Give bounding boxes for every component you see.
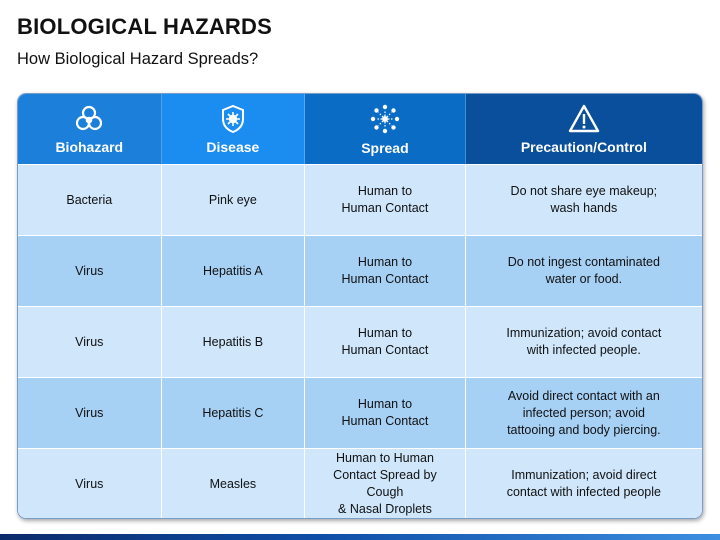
cell-biohazard: Virus: [18, 307, 162, 377]
cell-precaution: Do not ingest contaminated water or food.: [466, 236, 702, 306]
cell-precaution: Immunization; avoid contact with infected people.: [466, 307, 702, 377]
cell-spread: Human to Human Contact: [305, 236, 466, 306]
cell-precaution: Immunization; avoid direct contact with infected people: [466, 449, 702, 519]
header-precaution: [466, 94, 702, 164]
header-precaution-label: Precaution/Control: [520, 138, 647, 155]
warning-icon: [568, 104, 600, 134]
cell-biohazard: Virus: [18, 378, 162, 448]
page-subtitle: How Biological Hazard Spreads?: [17, 50, 259, 68]
table-row: [18, 164, 702, 235]
table-row: [18, 306, 702, 377]
cell-precaution: Do not share eye makeup; wash hands: [466, 165, 702, 235]
spread-icon: [369, 103, 401, 135]
cell-spread: Human to Human Contact: [305, 378, 466, 448]
virus-shield-icon: [220, 104, 246, 134]
cell-biohazard: Virus: [18, 449, 162, 519]
header-spread-label: Spread: [361, 139, 409, 156]
header-disease-label: Disease: [206, 138, 260, 155]
table-row: [18, 448, 702, 519]
cell-disease: Hepatitis C: [162, 378, 306, 448]
cell-disease: Hepatitis A: [162, 236, 306, 306]
cell-spread: Human to Human Contact Spread by Cough & Nasal Droplets: [305, 449, 466, 519]
header-biohazard: [18, 94, 162, 164]
header-disease: [162, 94, 306, 164]
cell-disease: Hepatitis B: [162, 307, 306, 377]
cell-spread: Human to Human Contact: [305, 307, 466, 377]
table-row: [18, 235, 702, 306]
table-row: [18, 377, 702, 448]
bottom-accent-bar: [0, 534, 720, 540]
hazard-table: [17, 93, 703, 519]
cell-biohazard: Bacteria: [18, 165, 162, 235]
cell-precaution: Avoid direct contact with an infected person; avoid tattooing and body piercing.: [466, 378, 702, 448]
biohazard-icon: [74, 104, 104, 134]
cell-disease: Pink eye: [162, 165, 306, 235]
header-biohazard-label: Biohazard: [55, 138, 124, 155]
cell-spread: Human to Human Contact: [305, 165, 466, 235]
cell-biohazard: Virus: [18, 236, 162, 306]
cell-disease: Measles: [162, 449, 306, 519]
page-title: BIOLOGICAL HAZARDS: [17, 14, 272, 39]
table-header-row: [18, 94, 702, 164]
header-spread: [305, 94, 466, 164]
